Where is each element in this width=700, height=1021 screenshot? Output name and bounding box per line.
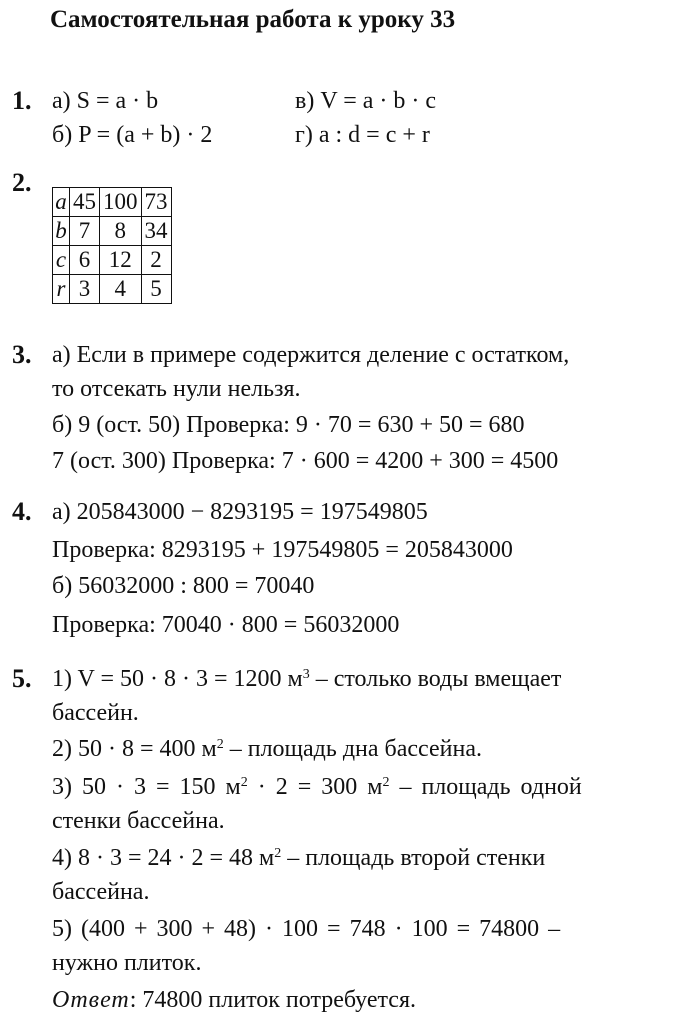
task-5-line-1-text: – столько воды вмещает (309, 666, 562, 692)
square-exponent: 2 (216, 737, 224, 752)
task-5-line-4 (52, 772, 582, 802)
task-3-line-3: б) 9 (ост. 50) Проверка: 9 · 70 = 630 + 50 = 680 (52, 412, 525, 438)
square-exponent: 2 (382, 775, 390, 790)
task-1-number: 1. (12, 86, 32, 115)
table-cell: 45 (70, 188, 100, 217)
task-5-number: 5. (12, 664, 32, 693)
table-cell: 8 (100, 217, 142, 246)
table-row (53, 188, 172, 217)
task-5-line-6 (52, 843, 545, 873)
values-table (52, 187, 172, 304)
task-5-answer (52, 985, 416, 1015)
task-5-line-6-formula: 4) 8 · 3 = 24 · 2 = 48 м (52, 845, 275, 871)
task-4-line-4: Проверка: 70040 · 800 = 56032000 (52, 612, 400, 638)
task-4-number: 4. (12, 497, 32, 526)
page-title: Самостоятельная работа к уроку 33 (50, 6, 456, 33)
table-cell: 7 (70, 217, 100, 246)
table-cell: a (53, 188, 70, 217)
square-exponent: 2 (240, 775, 248, 790)
task-5-line-7: бассейна. (52, 879, 150, 905)
table-cell: 100 (100, 188, 142, 217)
task-4-line-3: б) 56032000 : 800 = 70040 (52, 573, 315, 599)
task-5-line-8: 5) (400 + 300 + 48) · 100 = 748 · 100 = 74800 – (52, 916, 561, 942)
table-row (53, 246, 172, 275)
table-cell: 2 (141, 246, 171, 275)
task-5-line-9: нужно плиток. (52, 950, 202, 976)
task-5-line-6-text: – площадь второй стенки (281, 845, 546, 871)
task-5-line-4-formula-b: · 2 = 300 м (247, 774, 383, 800)
task-1-item-g: г) a : d = c + r (295, 122, 430, 148)
table-cell: 34 (141, 217, 171, 246)
task-5-line-3 (52, 734, 482, 764)
task-3-number: 3. (12, 340, 32, 369)
table-cell: 12 (100, 246, 142, 275)
table-cell: 4 (100, 275, 142, 304)
task-1-item-a: а) S = a · b (52, 88, 159, 114)
square-exponent: 2 (274, 846, 282, 861)
cube-exponent: 3 (302, 667, 310, 682)
table-cell: b (53, 217, 70, 246)
answer-text: : 74800 плиток потребуется. (129, 987, 416, 1013)
task-5-line-5: стенки бассейна. (52, 808, 225, 834)
task-4-line-1: а) 205843000 − 8293195 = 197549805 (52, 499, 428, 525)
task-5-line-4-text: – площадь одной (389, 774, 582, 800)
task-1-item-v: в) V = a · b · c (295, 88, 437, 114)
table-cell: 6 (70, 246, 100, 275)
task-5-line-3-text: – площадь дна бассейна. (223, 736, 482, 762)
task-5-line-1-formula: 1) V = 50 · 8 · 3 = 1200 м (52, 666, 303, 692)
table-cell: 3 (70, 275, 100, 304)
task-3-line-2: то отсекать нули нельзя. (52, 376, 301, 402)
table-cell: r (53, 275, 70, 304)
task-5-line-3-formula: 2) 50 · 8 = 400 м (52, 736, 217, 762)
task-5-line-1 (52, 664, 561, 694)
task-1-item-b: б) P = (a + b) · 2 (52, 122, 213, 148)
task-3-line-1: а) Если в примере содержится деление с остатком, (52, 342, 570, 368)
task-4-line-2: Проверка: 8293195 + 197549805 = 205843000 (52, 537, 513, 563)
answer-label: Ответ (52, 987, 130, 1013)
task-3-line-4: 7 (ост. 300) Проверка: 7 · 600 = 4200 + 300 = 4500 (52, 448, 559, 474)
task-5-line-4-formula-a: 3) 50 · 3 = 150 м (52, 774, 241, 800)
task-5-line-2: бассейн. (52, 700, 139, 726)
task-2-number: 2. (12, 168, 32, 197)
table-cell: 5 (141, 275, 171, 304)
table-cell: 73 (141, 188, 171, 217)
table-cell: c (53, 246, 70, 275)
table-row (53, 275, 172, 304)
table-row (53, 217, 172, 246)
